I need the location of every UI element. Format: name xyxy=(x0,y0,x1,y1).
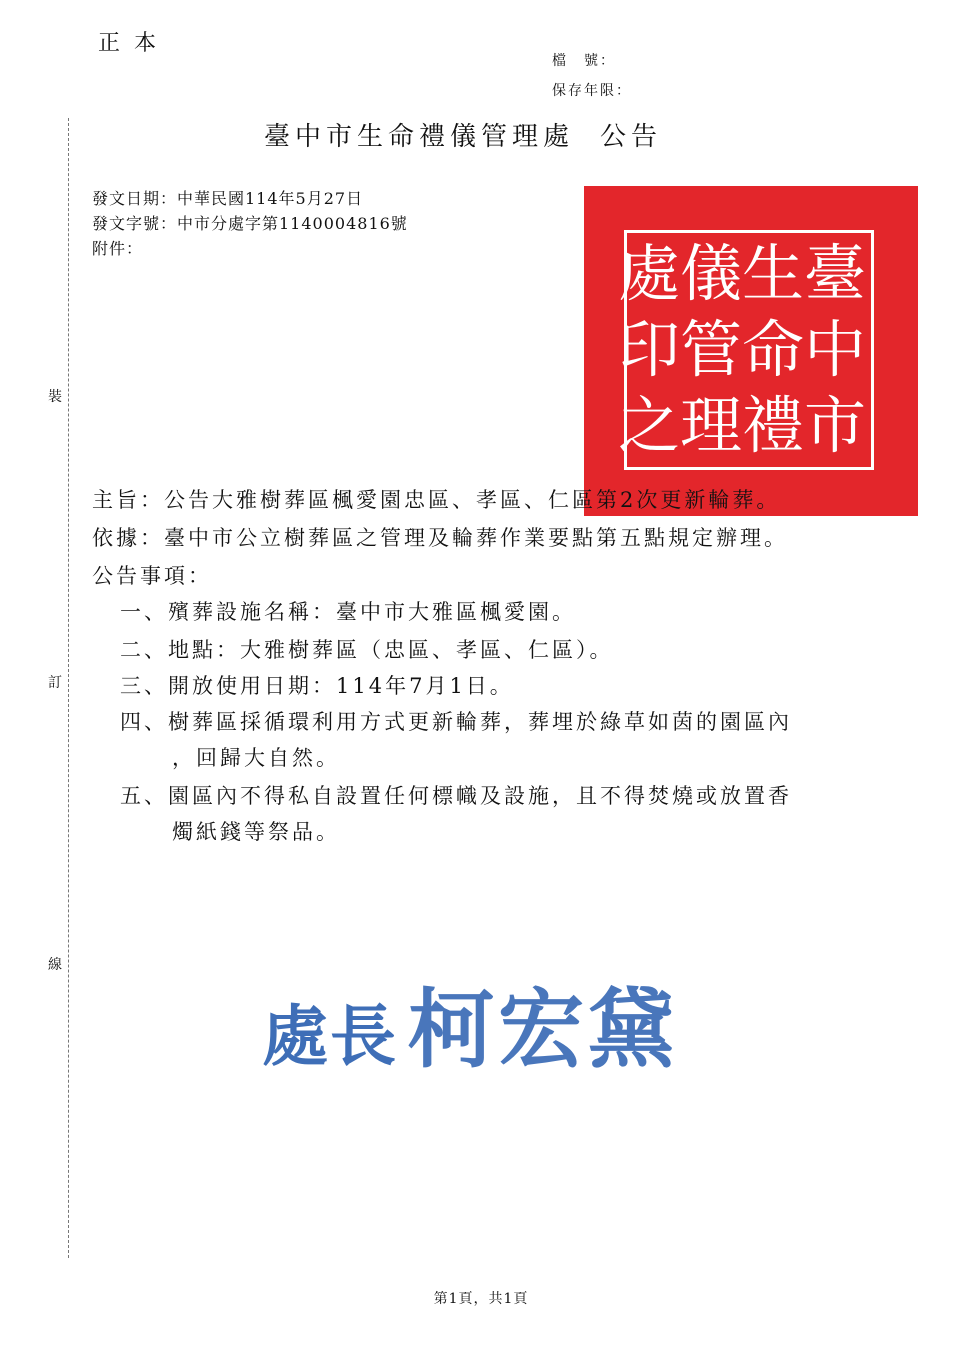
retention-period-label: 保存年限： xyxy=(552,83,632,99)
signature-name: 柯宏黛 xyxy=(408,979,678,1080)
announcement-item: 二、地點：大雅樹葬區（忠區、孝區、仁區）。 xyxy=(120,638,614,662)
items-heading: 公告事項： xyxy=(92,564,212,588)
seal-column xyxy=(804,238,866,462)
seal-char: 命 xyxy=(741,313,804,386)
page-number: 第1頁，共1頁 xyxy=(433,1291,529,1307)
file-number-label: 檔 號： xyxy=(552,53,616,69)
seal-char: 生 xyxy=(741,237,804,310)
issue-date: 發文日期：中華民國114年5月27日 xyxy=(92,189,364,208)
seal-char: 禮 xyxy=(741,389,804,462)
seal-char: 處 xyxy=(617,237,680,310)
announcement-item: 五、園區內不得私自設置任何標幟及設施，且不得焚燒或放置香 xyxy=(120,784,792,808)
seal-column xyxy=(742,238,804,462)
reference-number: 發文字號：中市分處字第1140004816號 xyxy=(92,214,408,233)
subject-line: 主旨：公告大雅樹葬區楓愛園忠區、孝區、仁區第2次更新輪葬。 xyxy=(92,488,781,512)
announcement-item: 四、樹葬區採循環利用方式更新輪葬，葬埋於綠草如茵的園區內 xyxy=(120,710,792,734)
document-title xyxy=(264,116,662,153)
seal-char: 臺 xyxy=(803,237,866,310)
seal-column xyxy=(680,238,742,462)
announcement-item-continued: ，回歸大自然。 xyxy=(172,746,340,770)
director-signature-stamp xyxy=(262,960,678,1084)
agency-name: 臺中市生命禮儀管理處 xyxy=(264,122,575,152)
binding-mark-bind: 裝 xyxy=(48,384,62,408)
binding-mark-staple: 訂 xyxy=(48,670,62,694)
seal-char: 管 xyxy=(679,313,742,386)
seal-char: 市 xyxy=(803,389,866,462)
basis-line: 依據：臺中市公立樹葬區之管理及輪葬作業要點第五點規定辦理。 xyxy=(92,526,788,550)
seal-char: 印 xyxy=(617,313,680,386)
seal-column xyxy=(618,238,680,462)
seal-char: 中 xyxy=(803,313,866,386)
signature-title: 處長 xyxy=(262,997,398,1075)
copy-label: 正本 xyxy=(98,31,171,56)
announcement-item-continued: 燭紙錢等祭品。 xyxy=(172,820,340,844)
binding-mark-line: 線 xyxy=(48,952,62,976)
announcement-item: 三、開放使用日期：114年7月1日。 xyxy=(120,674,514,698)
seal-char: 儀 xyxy=(679,237,742,310)
document-type: 公告 xyxy=(600,122,663,152)
seal-char: 之 xyxy=(617,389,680,462)
attachment-label: 附件： xyxy=(92,239,144,258)
seal-characters xyxy=(617,237,866,462)
official-seal xyxy=(584,186,918,516)
seal-char: 理 xyxy=(679,389,742,462)
announcement-item: 一、殯葬設施名稱：臺中市大雅區楓愛園。 xyxy=(120,600,576,624)
binding-margin-line xyxy=(68,118,69,1258)
